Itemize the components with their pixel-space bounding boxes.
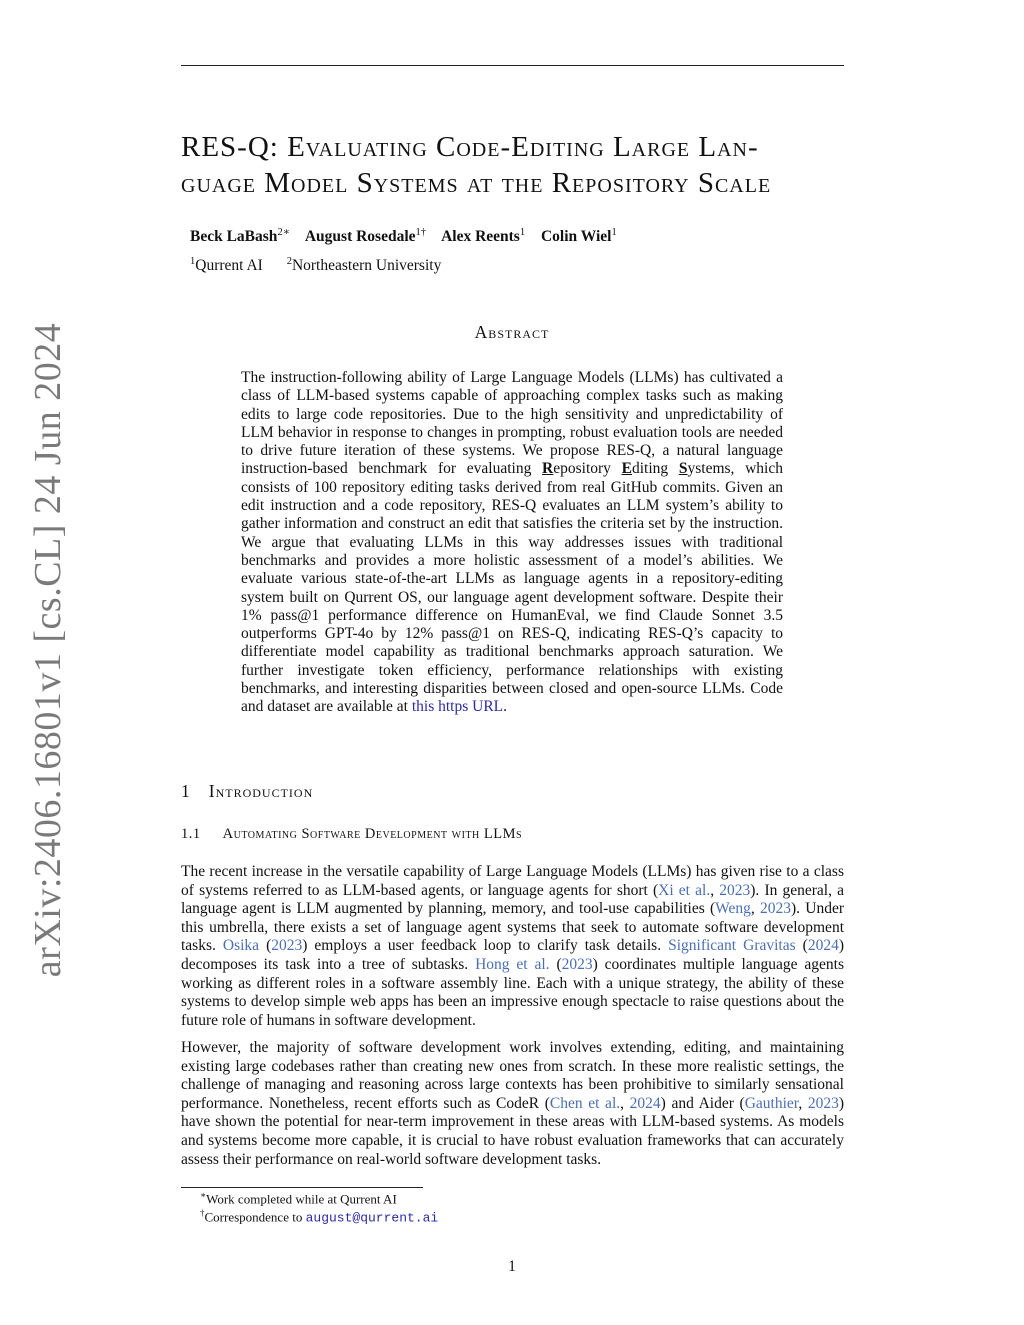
body-paragraph [181,863,844,1030]
text-run: . [503,698,508,716]
citation-link[interactable]: Weng [715,900,751,918]
text-run: The recent increase in the versatile capability of Large Language Models (LLMs) has given rise to a class of systems referred to as LLM-based agents, or language agents for short ( [181,863,844,899]
text-run: ). Under this umbrella, there exists a set of language agent systems that seek to automate software development tasks. [181,900,844,955]
text-run: , [620,1094,630,1112]
body-paragraph [181,1039,844,1169]
citation-link[interactable]: 2024 [629,1094,661,1112]
affiliation: $^2$Northeastern University [286,256,442,275]
text-run: However, the majority of software development work involves extending, editing, and maintaining existing large codebases rather than creating new ones from scratch. In these more realistic settings, the challenge of managing and reasoning across large contexts has been prohibitive to similarly sensational performance. Nonetheless, recent efforts such as CodeR ( [181,1039,844,1112]
text-run: ) decomposes its task into a tree of subtasks. [181,937,844,973]
text-run: ( [549,955,562,973]
acronym-initial: E [621,460,632,478]
header-rule [181,65,844,66]
affiliation: $^1$Qurrent AI [190,256,263,275]
footnote-mark: ∗ [200,1190,207,1200]
text-run: , [710,881,720,899]
citation-link[interactable]: Hong et al. [475,955,550,973]
citation-link[interactable]: Chen et al. [549,1094,621,1112]
text-run: ystems, which consists of 100 repository editing tasks derived from real GitHub commits. Given an edit instruction and a code repository, RES-Q evaluates an LLM system’s ability to gather information and construct an edit that satisfies the criteria set by the instruction. We argue that evaluating LLMs in this way addresses issues with traditional benchmarks and provides a more holistic assessment of a model’s abilities. We evaluate various state-of-the-art LLMs as language agents in a repository-editing system built on Qurrent OS, our language agent development software. Despite their 1% pass@1 performance difference on HumanEval, we find Claude Sonnet 3.5 outperforms GPT-4o by 12% pass@1 on RES-Q, indicating RES-Q’s capacity to differentiate model capability as traditional benchmarks approach saturation. We further investigate token efficiency, performance relationships with existing benchmarks, and interesting disparities between closed and open-source LLMs. Code and dataset are available at [241,460,783,716]
title-line-2: guage Model Systems at the Repository Scale [181,167,772,199]
author-list [190,226,629,246]
text-run: ( [795,937,808,955]
citation-link[interactable]: Gauthier [744,1094,799,1112]
abstract-text [241,369,783,717]
text-run: diting [631,460,679,478]
citation-link[interactable]: Xi et al. [658,881,711,899]
text-run: ) employs a user feedback loop to clarify task details. [302,937,669,955]
footnote-mark: † [200,1208,205,1218]
text-run: ) and Aider ( [660,1094,745,1112]
author: Beck LaBash$^{2∗}$ [190,227,290,246]
text-run: ) have shown the potential for near-term improvement in these areas with LLM-based systems. As models and systems become more capable, it is crucial to have robust evaluation frameworks that can accurately assess their performance on real-world software development tasks. [181,1094,844,1168]
author-affiliation-mark: 1 [519,227,526,238]
footnote-rule [181,1187,423,1188]
subsection-title: Automating Software Development with LLMs [222,826,523,842]
author-affiliation-mark: 1 [611,227,617,238]
text-run: ). In general, a language agent is LLM augmented by planning, memory, and tool-use capabilities ( [181,881,845,918]
citation-link[interactable]: Significant Gravitas [668,937,796,955]
citation-link[interactable]: 2023 [561,955,593,973]
email-link[interactable]: august@qurrent.ai [305,1210,439,1226]
paper-title [181,129,845,201]
author: August Rosedale$^{1\dagger}$ [304,227,427,246]
text-run: The instruction-following ability of Large Language Models (LLMs) has cultivated a class of LLM-based systems capable of approaching complex tasks such as making edits to large code repositories. Due to the high sensitivity and unpredictability of LLM behavior in response to changes in prompting, robust evaluation tools are needed to drive future iteration of these systems. We propose RES-Q, a natural language instruction-based benchmark for evaluating [241,369,783,478]
section-title: Introduction [208,781,314,801]
footnote: ∗Work completed while at Qurrent AI [200,1190,397,1207]
page-number: 1 [508,1258,516,1275]
citation-link[interactable]: 2023 [760,900,791,918]
section-heading [181,781,313,802]
citation-link[interactable]: 2024 [807,937,839,955]
citation-link[interactable]: 2023 [807,1094,839,1112]
author: Colin Wiel$^1$ [540,227,617,246]
citation-link[interactable]: Osika [222,937,260,955]
citation-link[interactable]: 2023 [271,937,303,955]
arxiv-identifier-stamp: arXiv:2406.16801v1 [cs.CL] 24 Jun 2024 [27,322,69,978]
footnote: †Correspondence to august@qurrent.ai [200,1208,439,1226]
abstract-heading: Abstract [474,322,550,342]
citation-link[interactable]: 2023 [719,881,751,899]
text-run: ) coordinates multiple language agents working as different roles in a software assembly line. Each with a unique strategy, the ability of these systems to develop simple web apps has been an impressive enough spectacle to raise questions about the future role of humans in software development. [181,955,844,1029]
author-affiliation-mark: 1† [415,227,427,238]
subsection-heading [181,826,522,843]
text-run: ( [259,937,272,955]
title-line-1: RES-Q: Evaluating Code-Editing Large Lan- [181,131,759,163]
affiliation-list [190,256,461,275]
section-number: 1 [181,781,191,801]
subsection-number: 1.1 [181,826,201,842]
acronym-initial: R [542,460,554,478]
author: Alex Reents$^1$ [441,227,526,246]
text-run: epository [553,460,622,478]
author-affiliation-mark: 2∗ [277,227,290,238]
text-run: , [798,1094,808,1112]
acronym-initial: S [678,460,688,478]
dataset-link[interactable]: this https URL [411,698,504,716]
text-run: , [750,900,760,918]
